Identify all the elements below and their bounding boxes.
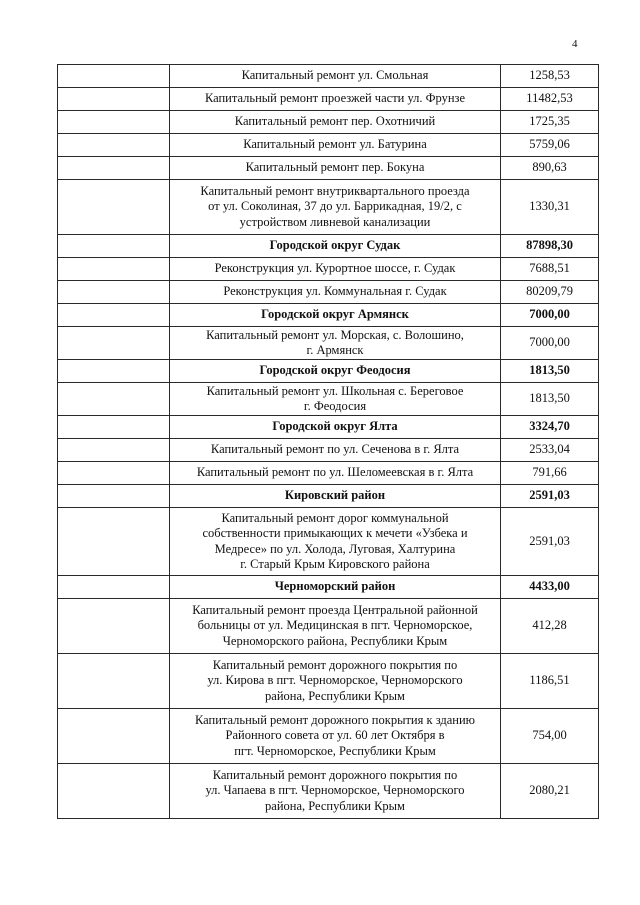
name-line: Капитальный ремонт по ул. Шеломеевская в г. Ялта: [196, 465, 474, 480]
amount-cell: 7688,51: [501, 258, 599, 281]
amount-cell: 80209,79: [501, 281, 599, 304]
work-row: [58, 327, 599, 360]
name-line: Капитальный ремонт дорожного покрытия по: [212, 767, 458, 782]
name-line: Черноморского района, Республики Крым: [222, 633, 448, 648]
row-empty-cell: [58, 576, 170, 599]
district-name-cell: [170, 304, 501, 327]
row-empty-cell: [58, 111, 170, 134]
works-table: [57, 64, 599, 819]
district-name-cell: [170, 360, 501, 383]
name-line: Капитальный ремонт пер. Бокуна: [245, 160, 425, 175]
name-line: больницы от ул. Медицинская в пгт. Черноморское,: [197, 618, 473, 633]
name-line: Капитальный ремонт проезда Центральной районной: [192, 602, 478, 617]
row-empty-cell: [58, 157, 170, 180]
work-row: [58, 281, 599, 304]
name-line: Капитальный ремонт пер. Охотничий: [234, 114, 436, 129]
row-empty-cell: [58, 599, 170, 654]
amount-cell: 791,66: [501, 462, 599, 485]
district-name-cell: [170, 416, 501, 439]
amount-cell: 1330,31: [501, 180, 599, 235]
name-line: района, Республики Крым: [265, 798, 405, 813]
work-row: [58, 462, 599, 485]
row-empty-cell: [58, 235, 170, 258]
row-empty-cell: [58, 88, 170, 111]
district-row: [58, 304, 599, 327]
work-row: [58, 111, 599, 134]
work-name-cell: [170, 157, 501, 180]
row-empty-cell: [58, 485, 170, 508]
work-name-cell: [170, 599, 501, 654]
name-line: устройством ливневой канализации: [239, 214, 431, 229]
name-line: Капитальный ремонт по ул. Сеченова в г. Ялта: [210, 442, 460, 457]
name-line: Капитальный ремонт ул. Школьная с. Береговое: [206, 383, 464, 398]
district-total-cell: 87898,30: [501, 235, 599, 258]
work-row: [58, 157, 599, 180]
amount-cell: 1186,51: [501, 654, 599, 709]
row-empty-cell: [58, 258, 170, 281]
district-name-cell: [170, 576, 501, 599]
row-empty-cell: [58, 416, 170, 439]
amount-cell: 5759,06: [501, 134, 599, 157]
work-name-cell: [170, 134, 501, 157]
district-row: [58, 360, 599, 383]
work-row: [58, 508, 599, 576]
amount-cell: 1258,53: [501, 65, 599, 88]
row-empty-cell: [58, 281, 170, 304]
district-total-cell: 1813,50: [501, 360, 599, 383]
district-row: [58, 235, 599, 258]
name-line: Капитальный ремонт дорог коммунальной: [221, 510, 449, 525]
work-name-cell: [170, 88, 501, 111]
district-total-cell: 7000,00: [501, 304, 599, 327]
row-empty-cell: [58, 439, 170, 462]
name-line: Капитальный ремонт ул. Морская, с. Волошино,: [206, 327, 464, 342]
name-line: Районного совета от ул. 60 лет Октября в: [225, 728, 445, 743]
row-empty-cell: [58, 709, 170, 764]
name-line: Городской округ Ялта: [272, 419, 398, 434]
work-row: [58, 439, 599, 462]
district-total-cell: 2591,03: [501, 485, 599, 508]
district-total-cell: 4433,00: [501, 576, 599, 599]
amount-cell: 412,28: [501, 599, 599, 654]
row-empty-cell: [58, 134, 170, 157]
name-line: Капитальный ремонт внутриквартального проезда: [200, 183, 470, 198]
name-line: г. Армянск: [306, 343, 364, 357]
work-name-cell: [170, 439, 501, 462]
district-row: [58, 416, 599, 439]
work-row: [58, 599, 599, 654]
row-empty-cell: [58, 462, 170, 485]
district-total-cell: 3324,70: [501, 416, 599, 439]
work-row: [58, 134, 599, 157]
name-line: Реконструкция ул. Коммунальная г. Судак: [223, 284, 447, 299]
work-row: [58, 180, 599, 235]
work-name-cell: [170, 281, 501, 304]
work-name-cell: [170, 327, 501, 360]
row-empty-cell: [58, 65, 170, 88]
work-name-cell: [170, 462, 501, 485]
work-name-cell: [170, 111, 501, 134]
name-line: Капитальный ремонт дорожного покрытия по: [212, 657, 458, 672]
work-row: [58, 709, 599, 764]
name-line: от ул. Соколиная, 37 до ул. Баррикадная, 19/2, с: [208, 199, 462, 214]
work-name-cell: [170, 383, 501, 416]
name-line: Капитальный ремонт дорожного покрытия к зданию: [194, 712, 476, 727]
amount-cell: 7000,00: [501, 327, 599, 360]
name-line: Черноморский район: [274, 579, 396, 594]
name-line: г. Феодосия: [303, 399, 367, 413]
row-empty-cell: [58, 360, 170, 383]
row-empty-cell: [58, 383, 170, 416]
name-line: собственности примыкающих к мечети «Узбека и: [202, 526, 468, 540]
work-name-cell: [170, 764, 501, 819]
work-name-cell: [170, 654, 501, 709]
work-name-cell: [170, 65, 501, 88]
name-line: Медресе» по ул. Холода, Луговая, Халтурина: [214, 541, 456, 556]
amount-cell: 2533,04: [501, 439, 599, 462]
amount-cell: 2080,21: [501, 764, 599, 819]
name-line: г. Старый Крым Кировского района: [240, 557, 430, 571]
works-table-body: [58, 65, 599, 819]
work-name-cell: [170, 180, 501, 235]
name-line: ул. Чапаева в пгт. Черноморское, Черноморского: [205, 783, 465, 798]
work-name-cell: [170, 258, 501, 281]
work-row: [58, 65, 599, 88]
amount-cell: 2591,03: [501, 508, 599, 576]
name-line: ул. Кирова в пгт. Черноморское, Черноморского: [207, 673, 463, 688]
work-name-cell: [170, 709, 501, 764]
district-row: [58, 485, 599, 508]
amount-cell: 754,00: [501, 709, 599, 764]
amount-cell: 1725,35: [501, 111, 599, 134]
work-row: [58, 654, 599, 709]
work-row: [58, 383, 599, 416]
name-line: Городской округ Армянск: [261, 307, 409, 322]
name-line: Капитальный ремонт ул. Смольная: [241, 68, 429, 83]
district-name-cell: [170, 235, 501, 258]
row-empty-cell: [58, 764, 170, 819]
district-row: [58, 576, 599, 599]
row-empty-cell: [58, 508, 170, 576]
name-line: Капитальный ремонт проезжей части ул. Фрунзе: [204, 91, 466, 106]
row-empty-cell: [58, 304, 170, 327]
amount-cell: 1813,50: [501, 383, 599, 416]
work-name-cell: [170, 508, 501, 576]
work-row: [58, 88, 599, 111]
row-empty-cell: [58, 180, 170, 235]
district-name-cell: [170, 485, 501, 508]
name-line: пгт. Черноморское, Республики Крым: [234, 743, 436, 758]
name-line: Реконструкция ул. Курортное шоссе, г. Судак: [214, 261, 456, 276]
name-line: Городской округ Судак: [269, 238, 401, 253]
work-row: [58, 764, 599, 819]
row-empty-cell: [58, 327, 170, 360]
work-row: [58, 258, 599, 281]
row-empty-cell: [58, 654, 170, 709]
amount-cell: 11482,53: [501, 88, 599, 111]
page-number: 4: [572, 38, 578, 50]
name-line: Капитальный ремонт ул. Батурина: [243, 137, 427, 152]
name-line: Городской округ Феодосия: [259, 363, 411, 378]
amount-cell: 890,63: [501, 157, 599, 180]
name-line: района, Республики Крым: [265, 688, 405, 703]
name-line: Кировский район: [284, 488, 386, 503]
